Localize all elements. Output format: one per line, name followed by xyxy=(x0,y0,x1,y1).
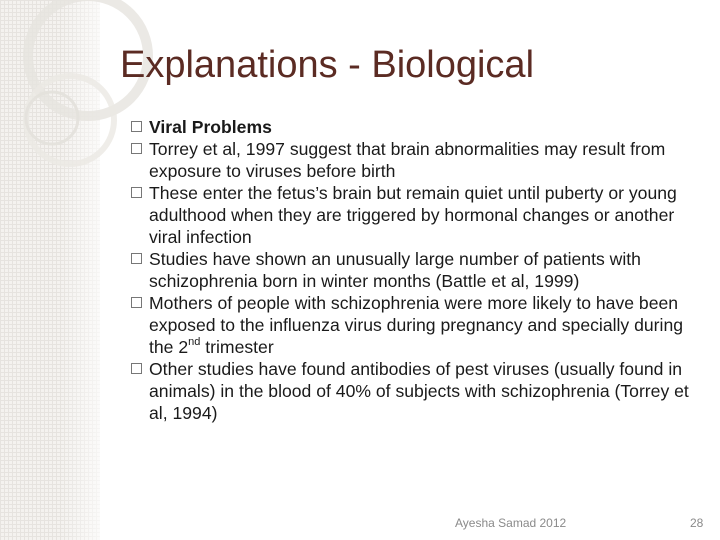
slide-title: Explanations - Biological xyxy=(120,44,535,86)
checkbox-bullet-icon xyxy=(131,253,142,264)
bullet-text: Torrey et al, 1997 suggest that brain abnormalities may result from exposure to viruses before birth xyxy=(149,139,666,181)
bullet-text-after: trimester xyxy=(200,337,274,357)
checkbox-bullet-icon xyxy=(131,143,142,154)
bullet-item xyxy=(131,292,706,358)
bullet-item xyxy=(131,182,706,248)
checkbox-bullet-icon xyxy=(131,121,142,132)
bullet-text: Viral Problems xyxy=(149,117,272,137)
ordinal-superscript: nd xyxy=(188,336,201,349)
page-number: 28 xyxy=(690,516,704,530)
bullet-item xyxy=(131,116,706,138)
bullet-text: Studies have shown an unusually large number of patients with schizophrenia born in winter months (Battle et al, 1999) xyxy=(149,249,641,291)
checkbox-bullet-icon xyxy=(131,187,142,198)
checkbox-bullet-icon xyxy=(131,363,142,374)
bullet-text: These enter the fetus’s brain but remain quiet until puberty or young adulthood when they are triggered by hormonal changes or another viral infection xyxy=(149,183,677,247)
bullet-item xyxy=(131,358,706,424)
checkbox-bullet-icon xyxy=(131,297,142,308)
bullet-text-before: Mothers of people with schizophrenia were more likely to have been exposed to the influenza virus during pregnancy and specially during the 2 xyxy=(149,293,684,357)
bullet-item xyxy=(131,138,706,182)
bullet-list xyxy=(131,116,706,424)
bullet-text: Other studies have found antibodies of pest viruses (usually found in animals) in the blood of 40% of subjects with schizophrenia (Torrey et al, 1994) xyxy=(149,359,689,423)
bullet-item xyxy=(131,248,706,292)
footer-author: Ayesha Samad 2012 xyxy=(455,516,567,530)
